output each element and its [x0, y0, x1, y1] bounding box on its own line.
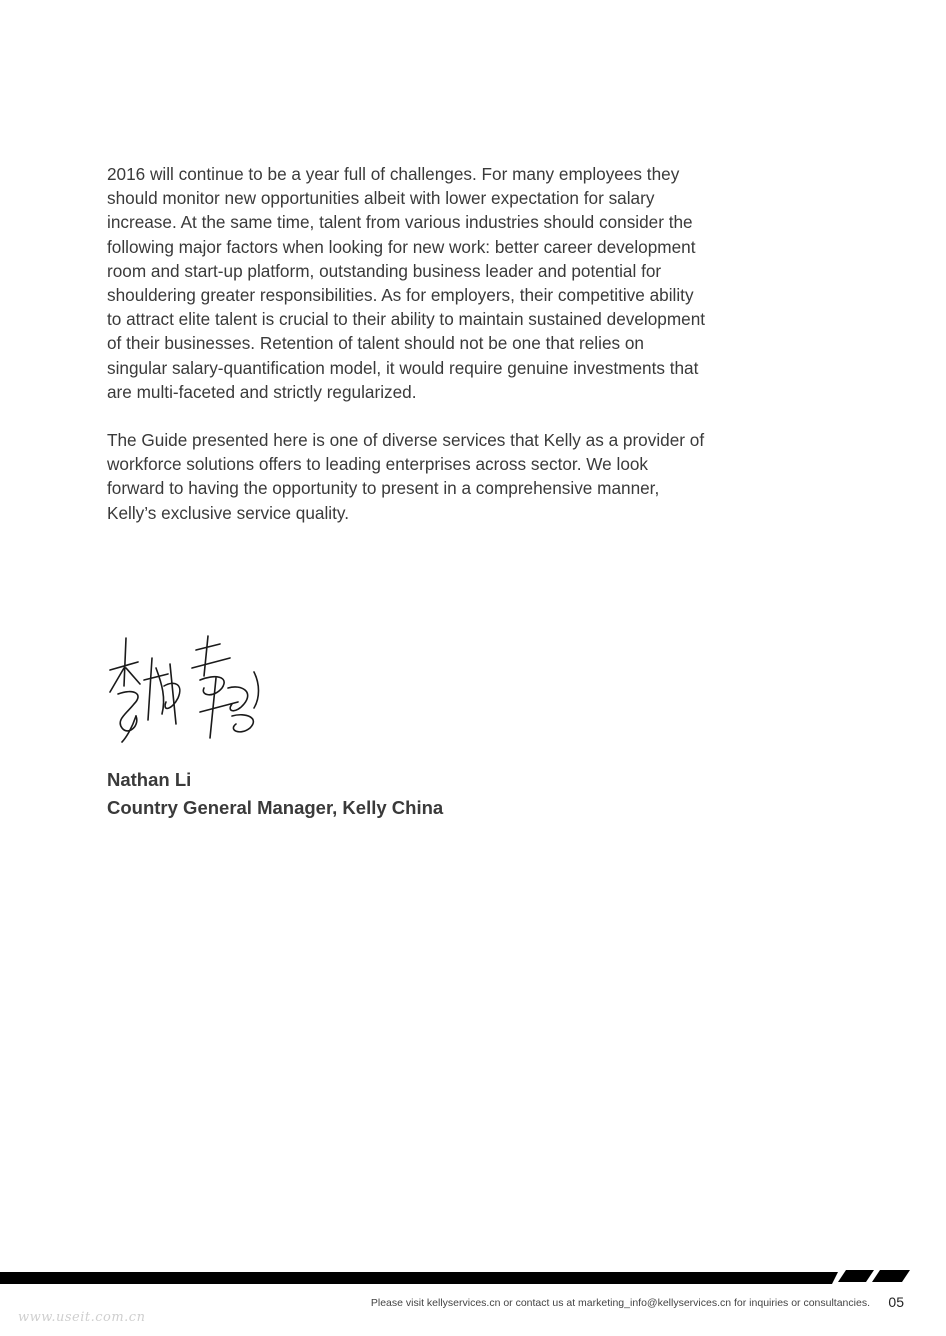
watermark: www.useit.com.cn	[18, 1310, 146, 1325]
signer-name: Nathan Li	[107, 769, 192, 790]
footer-bar-slash-1	[838, 1270, 874, 1282]
signer-block	[107, 766, 443, 822]
footer-bar-main	[0, 1272, 838, 1284]
footer-contact-note: Please visit kellyservices.cn or contact us at marketing_info@kellyservices.cn for inquiries or consultancies.	[370, 1297, 870, 1309]
page-number: 05	[888, 1294, 904, 1310]
letter-body	[107, 162, 707, 525]
signer-title: Country General Manager, Kelly China	[107, 797, 444, 818]
paragraph-outlook: 2016 will continue to be a year full of challenges. For many employees they should monitor new opportunities albeit with lower expectation for salary increase. At the same time, talent from various industries should consider the following major factors when looking for new work: better career development room and start-up platform, outstanding business leader and potential for shouldering greater responsibilities. As for employers, their competitive ability to attract elite talent is crucial to their ability to maintain sustained development of their businesses. Retention of talent should not be one that relies on singular salary-quantification model, it would require genuine investments that are multi-faceted and strictly regularized.	[107, 164, 706, 402]
handwritten-signature	[104, 628, 274, 750]
footer-bar	[0, 1268, 946, 1288]
footer-bar-slash-2	[872, 1270, 910, 1282]
paragraph-guide: The Guide presented here is one of diverse services that Kelly as a provider of workforce solutions offers to leading enterprises across sector. We look forward to having the opportunity to present in a comprehensive manner, Kelly’s exclusive service quality.	[107, 430, 705, 523]
